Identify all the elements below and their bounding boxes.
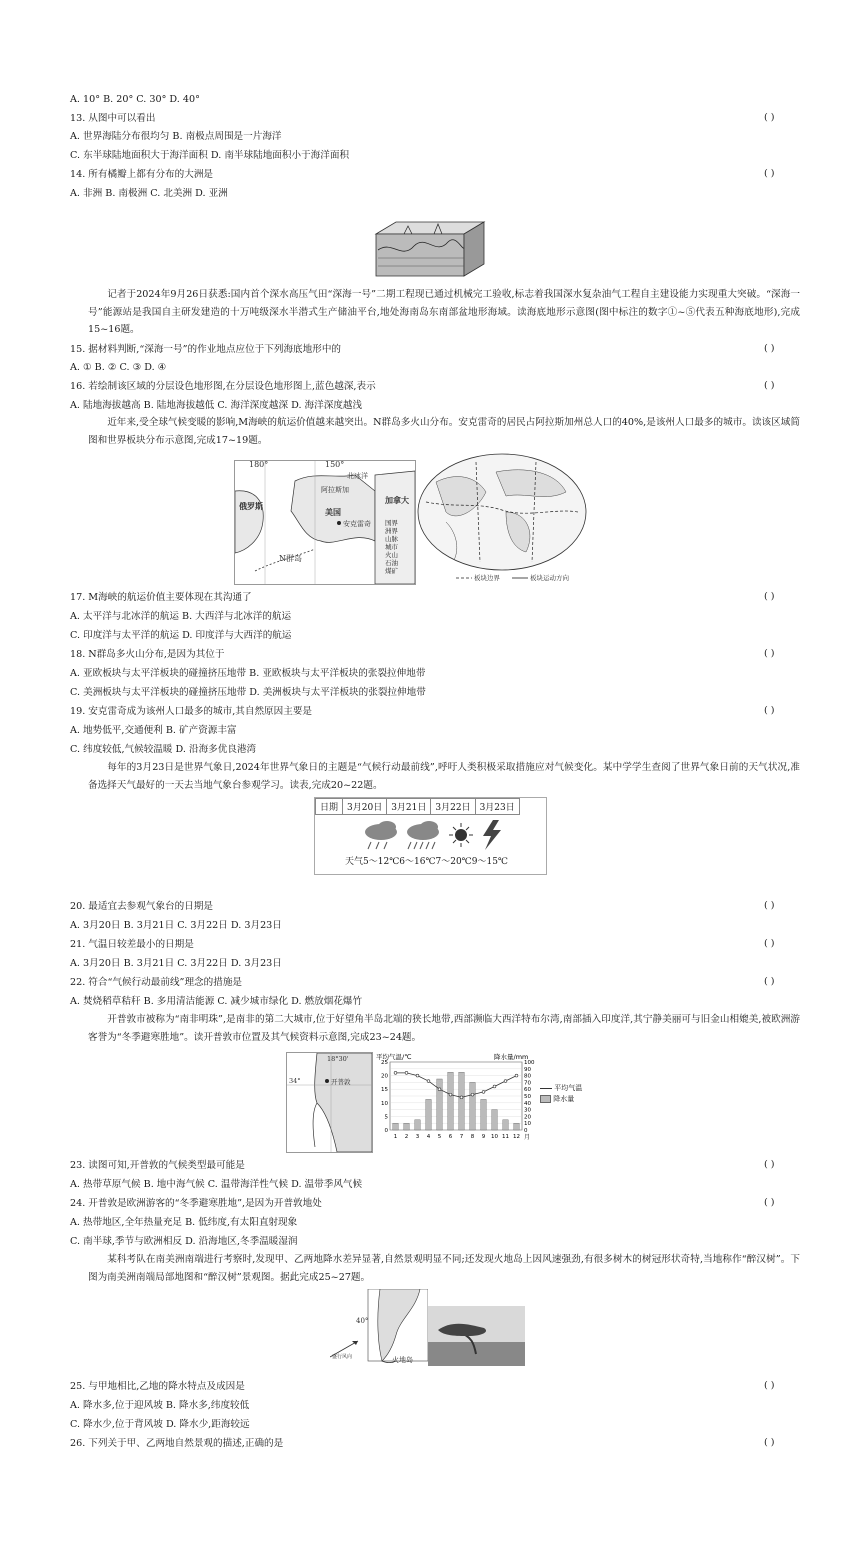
y-right-tick: 80	[524, 1073, 531, 1080]
q20-stem: 20. 最适宜去参观气象台的日期是	[70, 901, 214, 912]
q18-stem: 18. N群岛多火山分布,是因为其位于	[70, 649, 225, 660]
map-lon-180: 180°	[249, 460, 269, 469]
cape-town-label: 开普敦	[331, 1078, 351, 1086]
legend-oil: 石油	[385, 559, 398, 567]
q17-stem: 17. M海峡的航运价值主要体现在其沟通了	[70, 592, 252, 603]
q22-options: A. 焚烧稻草秸秆 B. 多用清洁能源 C. 减少城市绿化 D. 燃放烟花爆竹	[70, 996, 363, 1007]
passage-alaska: 近年来,受全球气候变暖的影响,M海峡的航运价值越来越突出。N群岛多火山分布。安克雷奇的居民占阿拉斯加州总人口的40%,是该州人口最多的城市。读该区域简图和世界板块分布示意图,完成17~19题。	[88, 417, 800, 446]
legend-coal: 煤矿	[385, 567, 398, 575]
label-arctic-ocean: 北冰洋	[347, 472, 368, 480]
weather-date-2: 3月21日	[387, 799, 431, 815]
precip-bar	[415, 1120, 421, 1130]
q24-answer-bracket: ( )	[764, 1197, 775, 1208]
q20-answer-bracket: ( )	[764, 900, 775, 911]
q24-options-ab: A. 热带地区,全年热量充足 B. 低纬度,有太阳直射现象	[70, 1217, 298, 1228]
temperature-line	[396, 1073, 517, 1097]
legend-city: 城市	[385, 543, 398, 551]
y-left-tick: 20	[381, 1073, 388, 1080]
legend-rain-swatch	[540, 1095, 551, 1103]
rain-cloud-icon-2	[407, 821, 439, 849]
q13-options-ab: A. 世界海陆分布很均匀 B. 南极点周围是一片海洋	[70, 131, 282, 142]
x-tick: 4	[426, 1134, 431, 1140]
y-left-tick: 10	[381, 1100, 388, 1107]
alaska-map	[234, 460, 416, 585]
q15-options: A. ① B. ② C. ③ D. ④	[70, 362, 167, 373]
y-right-tick: 20	[524, 1114, 531, 1121]
weather-date-1: 3月20日	[343, 799, 387, 815]
q24-options-cd: C. 南半球,季节与欧洲相反 D. 沿海地区,冬季温暖湿润	[70, 1236, 298, 1247]
label-russia: 俄罗斯	[239, 501, 263, 511]
y-left-tick: 0	[384, 1128, 388, 1134]
x-tick: 11	[502, 1134, 509, 1140]
thunder-icon	[483, 820, 501, 850]
temperature-point	[493, 1085, 496, 1088]
q14-answer-bracket: ( )	[764, 168, 775, 179]
x-tick: 5	[437, 1134, 442, 1140]
chart-right-axis-label: 降水量/mm	[494, 1053, 529, 1061]
q21-answer-bracket: ( )	[764, 938, 775, 949]
label-anchorage: 安克雷奇	[343, 520, 371, 528]
q14-stem: 14. 所有橘瓣上都有分布的大洲是	[70, 169, 214, 180]
q21-options: A. 3月20日 B. 3月21日 C. 3月22日 D. 3月23日	[70, 958, 282, 969]
q26-answer-bracket: ( )	[764, 1437, 775, 1448]
alaska-map-legend	[385, 519, 398, 575]
y-right-tick: 10	[524, 1121, 531, 1128]
fire-island-label: 火地岛	[392, 1356, 413, 1364]
y-right-tick: 90	[524, 1066, 531, 1073]
q20-options: A. 3月20日 B. 3月21日 C. 3月22日 D. 3月23日	[70, 920, 282, 931]
label-n-islands: N群岛	[279, 554, 302, 563]
legend-mountain: 山脉	[385, 535, 398, 543]
seafloor-diagram	[374, 220, 486, 278]
q13-answer-bracket: ( )	[764, 112, 775, 123]
q25-stem: 25. 与甲地相比,乙地的降水特点及成因是	[70, 1381, 245, 1392]
cape-town-map	[286, 1052, 373, 1153]
precip-bar	[393, 1123, 399, 1130]
precip-bar	[459, 1072, 465, 1130]
temperature-point	[504, 1080, 507, 1083]
legend-volcano: 火山	[385, 551, 398, 559]
temperature-point	[515, 1074, 518, 1077]
world-plate-map	[416, 452, 588, 583]
temperature-point	[416, 1074, 419, 1077]
y-left-tick: 15	[381, 1087, 388, 1094]
precip-bar	[481, 1099, 487, 1130]
q16-answer-bracket: ( )	[764, 380, 775, 391]
q21-stem: 21. 气温日较差最小的日期是	[70, 939, 194, 950]
prevailing-wind-label: 盛行风向	[332, 1354, 353, 1360]
x-tick: 2	[404, 1134, 409, 1140]
cape-town-lat: 34°	[289, 1077, 301, 1085]
temperature-point	[394, 1071, 397, 1074]
precip-bar	[426, 1099, 432, 1130]
q18-options-cd: C. 美洲板块与太平洋板块的碰撞挤压地带 D. 美洲板块与太平洋板块的张裂拉伸地带	[70, 687, 426, 698]
q16-options: A. 陆地海拔越高 B. 陆地海拔越低 C. 海洋深度越深 D. 海洋深度越浅	[70, 400, 363, 411]
y-right-tick: 60	[524, 1087, 531, 1094]
chart-legend	[540, 1083, 582, 1105]
x-tick: 7	[459, 1134, 464, 1140]
drunken-tree-photo	[428, 1306, 525, 1366]
precip-bar	[448, 1072, 454, 1130]
legend-plate-boundary: 板块边界	[474, 574, 500, 582]
q22-answer-bracket: ( )	[764, 976, 775, 987]
weather-date-3: 3月22日	[431, 799, 475, 815]
q19-answer-bracket: ( )	[764, 705, 775, 716]
q24-stem: 24. 开普敦是欧洲游客的“冬季避寒胜地”,是因为开普敦地处	[70, 1198, 322, 1209]
q18-options-ab: A. 亚欧板块与太平洋板块的碰撞挤压地带 B. 亚欧板块与太平洋板块的张裂拉伸地带	[70, 668, 426, 679]
x-tick: 9	[481, 1134, 486, 1140]
legend-national-border: 国界	[385, 519, 398, 527]
x-tick: 3	[415, 1134, 420, 1140]
legend-temperature: 平均气温	[554, 1084, 583, 1092]
y-left-tick: 25	[381, 1060, 388, 1066]
passage-deep-sea: 记者于2024年9月26日获悉:国内首个深水高压气田“深海一号”二期工程现已通过机械完工验收,标志着我国深水复杂油气工程自主建设能力实现重大突破。“深海一号”能源站是我国自主研发建造的十万吨级深水半潜式生产储油平台,地处海南岛东南部盆地形海域。读海底地形示意图(图中标注的数字①~⑤代表五种海底地形),完成15~16题。	[88, 289, 800, 335]
weather-table	[314, 797, 547, 875]
q12-options: A. 10° B. 20° C. 30° D. 40°	[70, 94, 200, 105]
q19-options-ab: A. 地势低平,交通便利 B. 矿产资源丰富	[70, 725, 237, 736]
temperature-point	[460, 1096, 463, 1099]
q14-options: A. 非洲 B. 南极洲 C. 北美洲 D. 亚洲	[70, 188, 228, 199]
q23-options: A. 热带草原气候 B. 地中海气候 C. 温带海洋性气候 D. 温带季风气候	[70, 1179, 363, 1190]
y-right-tick: 30	[524, 1107, 531, 1114]
passage-cape-town: 开普敦市被称为“南非明珠”,是南非的第二大城市,位于好望角半岛北端的狭长地带,西部濒临大西洋特布尔湾,南部插入印度洋,其宁静美丽可与旧金山相媲美,被欧洲游客誉为“冬季避寒胜地”。读开普敦市位置及其气候资料示意图,完成23~24题。	[88, 1014, 800, 1043]
precip-bar	[404, 1123, 410, 1130]
legend-continent-border: 洲界	[385, 527, 398, 535]
chart-left-axis-label: 平均气温/℃	[376, 1053, 412, 1061]
weather-row-label: 天气	[345, 857, 364, 867]
q13-options-cd: C. 东半球陆地面积大于海洋面积 D. 南半球陆地面积小于海洋面积	[70, 150, 350, 161]
passage-weather-day: 每年的3月23日是世界气象日,2024年世界气象日的主题是“气候行动最前线”,呼吁人类积极采取措施应对气候变化。某中学学生查阅了世界气象日前的天气状况,准备选择天气最好的一天去当地气象台参观学习。读表,完成20~22题。	[88, 762, 800, 791]
x-tick: 8	[470, 1134, 475, 1140]
q18-answer-bracket: ( )	[764, 648, 775, 659]
temperature-point	[405, 1071, 408, 1074]
weather-date-4: 3月23日	[475, 799, 519, 815]
weather-date-header: 日期	[316, 799, 343, 815]
weather-temperatures: 5～12℃6～16℃7～20℃9～15℃	[363, 857, 509, 867]
q25-answer-bracket: ( )	[764, 1380, 775, 1391]
x-tick: 10	[491, 1134, 498, 1140]
temperature-point	[438, 1088, 441, 1091]
temperature-point	[427, 1080, 430, 1083]
q17-options-ab: A. 太平洋与北冰洋的航运 B. 大西洋与北冰洋的航运	[70, 611, 292, 622]
q25-options-ab: A. 降水多,位于迎风坡 B. 降水多,纬度较低	[70, 1400, 250, 1411]
x-tick: 1	[393, 1134, 398, 1140]
x-tick: 12	[513, 1134, 520, 1140]
q17-answer-bracket: ( )	[764, 591, 775, 602]
sa-lat-label: 40°	[356, 1317, 369, 1325]
temperature-point	[449, 1093, 452, 1096]
precip-bar	[437, 1079, 443, 1130]
temperature-point	[482, 1091, 485, 1094]
precip-bar	[503, 1120, 509, 1130]
label-alaska: 阿拉斯加	[321, 486, 349, 494]
legend-precipitation: 降水量	[553, 1095, 575, 1103]
legend-temp-line	[540, 1088, 552, 1089]
y-right-tick: 100	[524, 1060, 535, 1066]
q26-stem: 26. 下列关于甲、乙两地自然景观的描述,正确的是	[70, 1438, 284, 1449]
q23-stem: 23. 读图可知,开普敦的气候类型最可能是	[70, 1160, 245, 1171]
rain-cloud-icon-1	[365, 821, 397, 849]
map-lon-150: 150°	[325, 460, 345, 469]
precip-bar	[514, 1123, 520, 1130]
passage-south-america: 某科考队在南美洲南端进行考察时,发现甲、乙两地降水差异显著,自然景观明显不同;还发现火地岛上因风速强劲,有很多树木的树冠形状奇特,当地称作“醉汉树”。下图为南美洲南端局部地图和“醉汉树”景观图。据此完成25~27题。	[88, 1254, 800, 1283]
legend-plate-motion: 板块运动方向	[530, 574, 569, 582]
q19-options-cd: C. 纬度较低,气候较温暖 D. 沿海多优良港湾	[70, 744, 257, 755]
y-right-tick: 50	[524, 1094, 531, 1100]
y-right-tick: 70	[524, 1080, 531, 1087]
y-right-tick: 0	[524, 1128, 528, 1134]
label-america: 美国	[325, 507, 341, 517]
q16-stem: 16. 若绘制该区域的分层设色地形图,在分层设色地形图上,蓝色越深,表示	[70, 381, 376, 392]
q15-answer-bracket: ( )	[764, 343, 775, 354]
temperature-point	[471, 1093, 474, 1096]
q23-answer-bracket: ( )	[764, 1159, 775, 1170]
y-right-tick: 40	[524, 1100, 531, 1107]
label-canada: 加拿大	[385, 495, 409, 505]
y-left-tick: 5	[384, 1114, 388, 1121]
precip-bar	[492, 1110, 498, 1130]
q13-stem: 13. 从图中可以看出	[70, 113, 156, 124]
chart-month-unit: 月	[524, 1134, 531, 1141]
x-tick: 6	[448, 1134, 453, 1140]
precip-bar	[470, 1082, 476, 1130]
q19-stem: 19. 安克雷奇成为该州人口最多的城市,其自然原因主要是	[70, 706, 313, 717]
q17-options-cd: C. 印度洋与太平洋的航运 D. 印度洋与大西洋的航运	[70, 630, 292, 641]
cape-town-lon: 18°30'	[327, 1055, 349, 1063]
south-america-map	[330, 1289, 428, 1367]
q15-stem: 15. 据材料判断,“深海一号”的作业地点应位于下列海底地形中的	[70, 344, 342, 355]
q25-options-cd: C. 降水少,位于背风坡 D. 降水少,距海较远	[70, 1419, 250, 1430]
sun-icon	[449, 823, 473, 847]
q22-stem: 22. 符合“气候行动最前线”理念的措施是	[70, 977, 243, 988]
